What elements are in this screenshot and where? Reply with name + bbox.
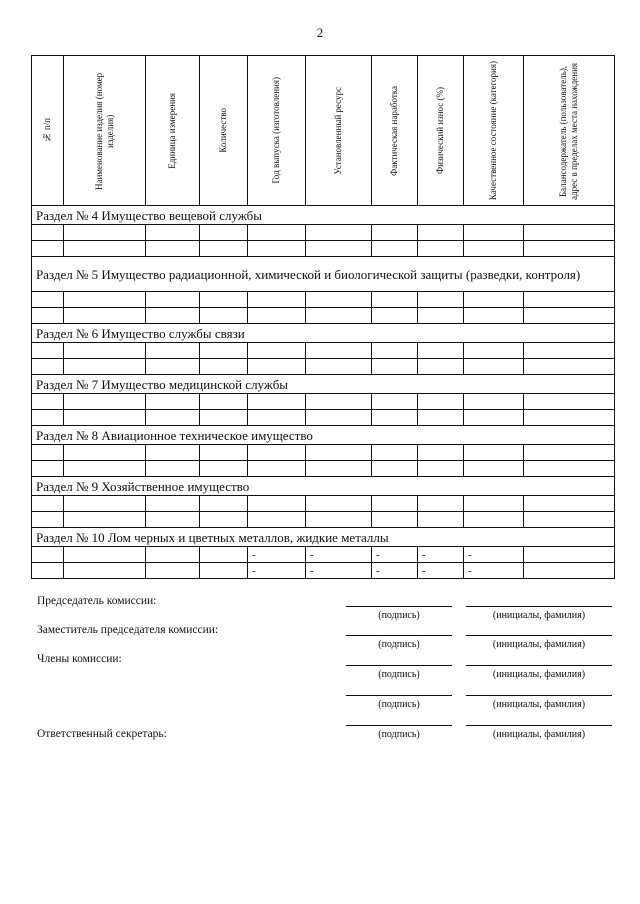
table-cell <box>146 359 200 375</box>
column-header-label: Фактическая наработка <box>389 85 399 176</box>
page-number: 2 <box>316 25 324 40</box>
table-cell: - <box>464 563 524 579</box>
section-cell <box>32 324 615 343</box>
section-title: Раздел № 8 Авиационное техническое имущество <box>36 427 313 443</box>
column-header-label: Физический износ (%) <box>435 87 445 174</box>
table-cell <box>464 512 524 528</box>
table-cell <box>418 445 464 461</box>
name-caption: (инициалы, фамилия) <box>492 699 586 710</box>
table-cell <box>32 292 64 308</box>
table-cell <box>32 343 64 359</box>
table-cell <box>146 410 200 426</box>
table-cell <box>372 461 418 477</box>
section-cell <box>32 206 615 225</box>
table-cell <box>200 496 248 512</box>
section-cell <box>32 528 615 547</box>
table-cell: - <box>418 547 464 563</box>
table-cell <box>418 241 464 257</box>
table-row <box>32 547 615 563</box>
table-cell <box>64 563 146 579</box>
table-cell <box>524 359 615 375</box>
table-row <box>32 445 615 461</box>
table-cell <box>200 461 248 477</box>
column-header-label: Единица измерения <box>167 92 177 169</box>
table-cell <box>464 343 524 359</box>
name-caption: (инициалы, фамилия) <box>492 639 586 650</box>
table-cell <box>372 512 418 528</box>
column-header-label: Качественное состояние (категория) <box>488 60 498 201</box>
table-cell <box>64 461 146 477</box>
name-caption: (инициалы, фамилия) <box>492 729 586 740</box>
table-row <box>32 308 615 324</box>
table-cell <box>64 445 146 461</box>
column-header <box>146 56 200 206</box>
table-cell <box>146 512 200 528</box>
table-cell <box>64 512 146 528</box>
table-cell <box>306 512 372 528</box>
table-cell <box>418 410 464 426</box>
table-cell <box>200 359 248 375</box>
table-cell <box>146 308 200 324</box>
table-cell: - <box>418 563 464 579</box>
deputy-chairman-label: Заместитель председателя комиссии: <box>37 624 219 636</box>
table-cell <box>248 496 306 512</box>
table-cell <box>464 292 524 308</box>
table-cell <box>418 394 464 410</box>
signature-line <box>346 635 452 636</box>
section-title: Раздел № 4 Имущество вещевой службы <box>36 207 263 223</box>
section-row <box>32 477 615 496</box>
table-cell <box>146 445 200 461</box>
table-cell <box>524 343 615 359</box>
table-cell <box>248 308 306 324</box>
table-cell <box>32 410 64 426</box>
table-cell <box>200 241 248 257</box>
table-cell <box>306 461 372 477</box>
table-cell <box>372 394 418 410</box>
table-cell <box>64 496 146 512</box>
table-cell <box>200 308 248 324</box>
table-row <box>32 343 615 359</box>
table-cell <box>372 308 418 324</box>
table-cell <box>32 512 64 528</box>
table-cell <box>200 225 248 241</box>
signature-caption: (подпись) <box>378 639 420 650</box>
table-row <box>32 410 615 426</box>
table-cell <box>418 512 464 528</box>
table-cell <box>464 410 524 426</box>
table-cell <box>306 241 372 257</box>
table-cell <box>200 445 248 461</box>
table-cell <box>372 359 418 375</box>
table-cell <box>464 496 524 512</box>
section-row <box>32 206 615 225</box>
chairman-label: Председатель комиссии: <box>37 595 157 607</box>
name-line <box>466 665 612 666</box>
table-cell <box>248 292 306 308</box>
table-row <box>32 496 615 512</box>
table-cell <box>306 394 372 410</box>
table-row <box>32 512 615 528</box>
section-cell <box>32 375 615 394</box>
signature-line <box>346 725 452 726</box>
signature-line <box>346 665 452 666</box>
table-cell <box>200 343 248 359</box>
table-cell <box>524 394 615 410</box>
section-title: Раздел № 5 Имущество радиационной, химической и биологической защиты (разведки, контроля) <box>36 266 581 282</box>
column-header <box>524 56 615 206</box>
section-cell <box>32 477 615 496</box>
table-cell <box>248 461 306 477</box>
section-cell <box>32 257 615 292</box>
table-cell <box>64 394 146 410</box>
table-cell <box>524 225 615 241</box>
column-header <box>32 56 64 206</box>
table-cell: - <box>248 547 306 563</box>
table-cell <box>32 496 64 512</box>
table-cell <box>418 343 464 359</box>
table-cell <box>372 225 418 241</box>
table-cell <box>146 241 200 257</box>
table-cell <box>64 343 146 359</box>
table-cell <box>464 225 524 241</box>
table-cell <box>64 410 146 426</box>
section-row <box>32 375 615 394</box>
signature-caption: (подпись) <box>378 669 420 680</box>
table-cell <box>372 292 418 308</box>
column-header-label: Наименование изделия (номер изделия) <box>93 71 115 190</box>
table-cell <box>464 308 524 324</box>
column-header-label: Балансодержатель (пользователь), адрес в пределах места нахождения <box>558 61 579 200</box>
table-cell <box>32 359 64 375</box>
name-line <box>466 695 612 696</box>
table-cell <box>306 445 372 461</box>
table-cell <box>306 410 372 426</box>
section-row <box>32 257 615 292</box>
table-cell <box>32 445 64 461</box>
table-cell <box>200 547 248 563</box>
table-cell <box>464 394 524 410</box>
table-cell <box>146 394 200 410</box>
name-line <box>466 725 612 726</box>
table-cell <box>524 308 615 324</box>
table-header-row <box>32 56 615 206</box>
column-header <box>200 56 248 206</box>
table-cell <box>524 563 615 579</box>
table-cell: - <box>464 547 524 563</box>
column-header-label: Количество <box>218 108 228 153</box>
table-cell <box>418 359 464 375</box>
table-cell <box>464 445 524 461</box>
table-cell <box>524 512 615 528</box>
table-cell <box>146 547 200 563</box>
signature-caption: (подпись) <box>378 610 420 621</box>
table-cell <box>464 461 524 477</box>
table-row <box>32 292 615 308</box>
table-cell <box>524 241 615 257</box>
table-cell <box>372 445 418 461</box>
column-header-label: Год выпуска (изготовления) <box>271 77 281 184</box>
table-cell <box>64 225 146 241</box>
column-header-label: № п/п <box>42 118 52 143</box>
table-cell <box>146 292 200 308</box>
section-title: Раздел № 6 Имущество службы связи <box>36 325 245 341</box>
column-header <box>418 56 464 206</box>
signature-caption: (подпись) <box>378 729 420 740</box>
table-cell <box>248 445 306 461</box>
table-cell <box>524 496 615 512</box>
table-cell <box>64 359 146 375</box>
column-header <box>372 56 418 206</box>
table-cell <box>248 394 306 410</box>
table-cell: - <box>306 563 372 579</box>
table-cell <box>64 292 146 308</box>
table-row <box>32 461 615 477</box>
table-cell <box>306 308 372 324</box>
table-cell: - <box>306 547 372 563</box>
section-title: Раздел № 7 Имущество медицинской службы <box>36 376 289 392</box>
inventory-table <box>31 55 615 579</box>
table-cell <box>32 461 64 477</box>
table-cell <box>418 496 464 512</box>
table-cell <box>146 461 200 477</box>
table-row <box>32 394 615 410</box>
table-cell <box>306 343 372 359</box>
secretary-label: Ответственный секретарь: <box>37 728 167 740</box>
table-cell <box>248 359 306 375</box>
column-header <box>248 56 306 206</box>
column-header <box>64 56 146 206</box>
table-cell <box>248 512 306 528</box>
column-header <box>464 56 524 206</box>
table-cell <box>146 563 200 579</box>
section-title: Раздел № 9 Хозяйственное имущество <box>36 478 250 494</box>
table-cell <box>524 461 615 477</box>
name-line <box>466 606 612 607</box>
table-cell <box>524 410 615 426</box>
table-cell <box>248 241 306 257</box>
column-header-label: Установленный ресурс <box>333 86 343 175</box>
signature-line <box>346 695 452 696</box>
table-cell <box>64 547 146 563</box>
table-row <box>32 225 615 241</box>
table-cell: - <box>248 563 306 579</box>
table-cell <box>32 308 64 324</box>
column-header <box>306 56 372 206</box>
table-cell <box>32 225 64 241</box>
table-cell <box>306 225 372 241</box>
table-row <box>32 241 615 257</box>
signature-line <box>346 606 452 607</box>
table-cell <box>372 496 418 512</box>
table-cell <box>418 308 464 324</box>
section-title: Раздел № 10 Лом черных и цветных металлов, жидкие металлы <box>36 529 389 545</box>
table-cell <box>372 343 418 359</box>
table-cell <box>200 410 248 426</box>
table-cell <box>200 394 248 410</box>
table-cell <box>200 512 248 528</box>
table-cell <box>372 410 418 426</box>
table-row <box>32 563 615 579</box>
section-cell <box>32 426 615 445</box>
members-label: Члены комиссии: <box>37 653 122 665</box>
table-cell <box>524 547 615 563</box>
table-cell <box>32 563 64 579</box>
table-cell: - <box>372 563 418 579</box>
table-cell <box>248 343 306 359</box>
name-caption: (инициалы, фамилия) <box>492 610 586 621</box>
table-cell <box>306 359 372 375</box>
table-cell <box>64 241 146 257</box>
table-cell <box>32 394 64 410</box>
section-row <box>32 324 615 343</box>
table-cell <box>464 241 524 257</box>
signature-caption: (подпись) <box>378 699 420 710</box>
table-cell <box>200 563 248 579</box>
name-line <box>466 635 612 636</box>
table-row <box>32 359 615 375</box>
table-cell <box>306 496 372 512</box>
section-row <box>32 528 615 547</box>
table-cell <box>524 292 615 308</box>
table-cell <box>64 308 146 324</box>
table-cell <box>524 445 615 461</box>
name-caption: (инициалы, фамилия) <box>492 669 586 680</box>
table-cell <box>418 461 464 477</box>
section-row <box>32 426 615 445</box>
table-cell: - <box>372 547 418 563</box>
table-cell <box>418 225 464 241</box>
table-cell <box>146 343 200 359</box>
table-cell <box>418 292 464 308</box>
table-cell <box>248 225 306 241</box>
table-cell <box>146 225 200 241</box>
table-cell <box>200 292 248 308</box>
table-cell <box>372 241 418 257</box>
table-cell <box>32 241 64 257</box>
table-cell <box>306 292 372 308</box>
table-cell <box>464 359 524 375</box>
table-cell <box>146 496 200 512</box>
table-cell <box>248 410 306 426</box>
table-cell <box>32 547 64 563</box>
